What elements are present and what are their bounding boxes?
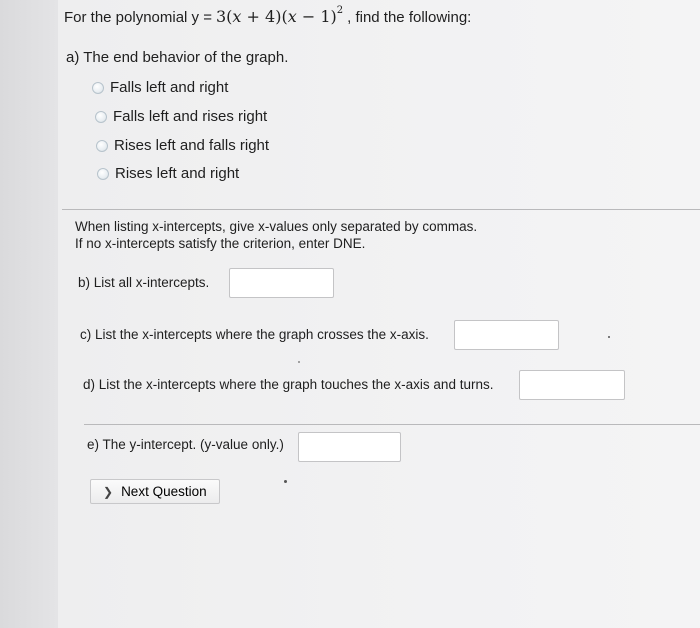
option-label: Rises left and falls right — [114, 137, 270, 154]
section-divider — [84, 424, 700, 425]
end-behavior-option-2[interactable] — [95, 108, 267, 125]
part-b-answer-input[interactable] — [229, 268, 334, 298]
chevron-right-icon: ❯ — [103, 484, 114, 499]
question-title — [64, 4, 472, 26]
radio-button-icon[interactable] — [95, 111, 107, 123]
stray-mark — [284, 480, 287, 483]
polynomial-equation: $3(x + 4)(x - 1)^2$ — [216, 4, 344, 26]
question-suffix: , find the following: — [347, 9, 472, 26]
end-behavior-option-1[interactable] — [92, 79, 228, 96]
radio-button-icon[interactable] — [92, 82, 104, 94]
radio-button-icon[interactable] — [97, 168, 109, 180]
next-question-label: Next Question — [121, 484, 207, 499]
part-a-prompt: a) The end behavior of the graph. — [66, 49, 289, 66]
stray-mark — [608, 336, 610, 338]
radio-button-icon[interactable] — [96, 140, 108, 152]
question-prefix: For the polynomial y = — [64, 9, 212, 26]
instructions-line-1: When listing x-intercepts, give x-values only separated by commas. — [75, 219, 478, 234]
instructions — [75, 218, 477, 252]
left-margin — [0, 0, 58, 628]
part-d-label: d) List the x-intercepts where the graph touches the x-axis and turns. — [83, 377, 494, 392]
next-question-button[interactable] — [90, 479, 220, 504]
part-b-label: b) List all x-intercepts. — [78, 275, 210, 290]
stray-mark — [298, 361, 300, 363]
part-c-answer-input[interactable] — [454, 320, 559, 350]
part-e-label: e) The y-intercept. (y-value only.) — [87, 437, 284, 452]
instructions-line-2: If no x-intercepts satisfy the criterion, enter DNE. — [75, 236, 366, 251]
part-e-answer-input[interactable] — [298, 432, 401, 462]
end-behavior-option-3[interactable] — [96, 137, 269, 154]
option-label: Falls left and right — [110, 79, 229, 96]
option-label: Falls left and rises right — [113, 108, 268, 125]
section-divider — [62, 209, 700, 210]
option-label: Rises left and right — [115, 165, 240, 182]
end-behavior-option-4[interactable] — [97, 165, 239, 182]
part-c-label: c) List the x-intercepts where the graph crosses the x-axis. — [80, 327, 429, 342]
part-d-answer-input[interactable] — [519, 370, 625, 400]
